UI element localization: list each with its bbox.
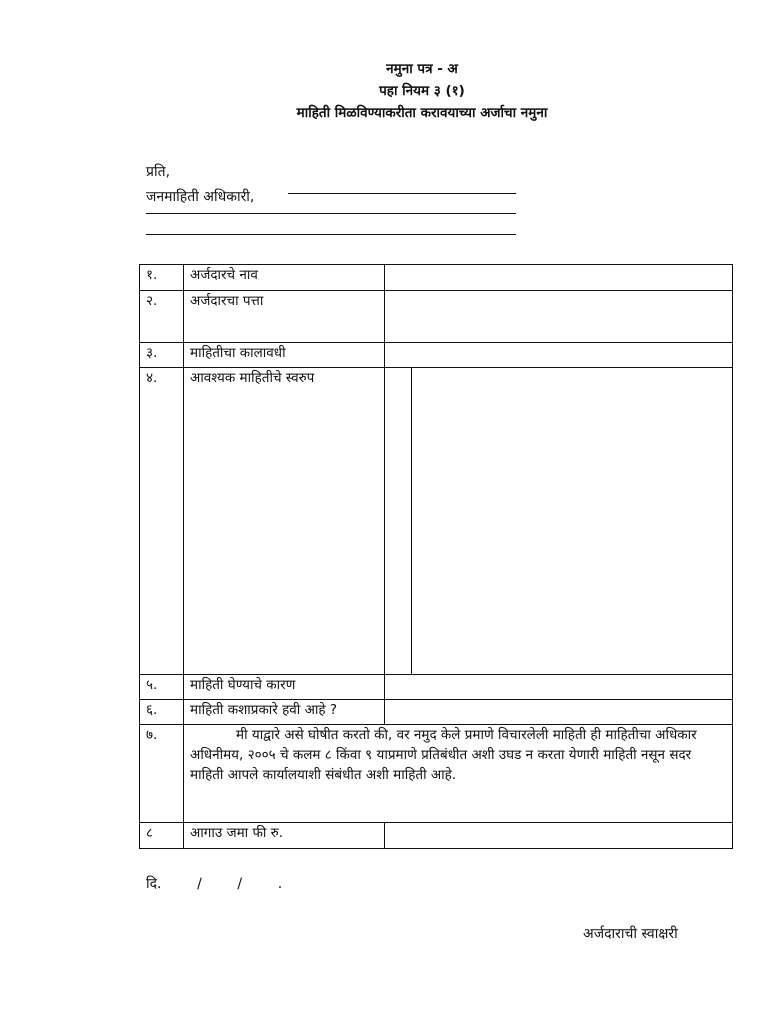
table-row — [140, 675, 733, 700]
form-title: माहिती मिळविण्याकरीता करावयाच्या अर्जाचा नमुना — [296, 105, 548, 121]
application-form-table — [139, 264, 733, 849]
row-number: ५. — [140, 675, 184, 700]
addressee-to: प्रति, — [146, 164, 171, 180]
table-row — [140, 291, 733, 343]
row-label: आगाउ जमा फी रु. — [184, 823, 385, 849]
row-label: अर्जदारचा पत्ता — [184, 291, 385, 343]
row-label: माहिती कशाप्रकारे हवी आहे ? — [184, 700, 385, 725]
applicant-address-field[interactable] — [385, 291, 733, 343]
row-label: आवश्यक माहितीचे स्वरुप — [184, 368, 385, 675]
row-number: ४. — [140, 368, 184, 675]
table-row — [140, 725, 733, 823]
row-number: ८ — [140, 823, 184, 849]
form-name: नमुना पत्र - अ — [386, 61, 458, 77]
officer-name-line — [288, 193, 516, 194]
table-row — [140, 265, 733, 291]
addressee-officer: जनमाहिती अधिकारी, — [146, 189, 255, 205]
row-label: अर्जदारचे नाव — [184, 265, 385, 291]
applicant-name-field[interactable] — [385, 265, 733, 291]
split-cell — [385, 368, 732, 674]
narrow-subcolumn — [385, 368, 412, 674]
delivery-mode-field[interactable] — [385, 700, 733, 725]
table-row — [140, 368, 733, 675]
row-number: ६. — [140, 700, 184, 725]
information-period-field[interactable] — [385, 343, 733, 368]
officer-address-line-2 — [146, 234, 516, 235]
reason-field[interactable] — [385, 675, 733, 700]
officer-address-line-1 — [146, 213, 516, 214]
row-number: ३. — [140, 343, 184, 368]
wide-subcolumn — [412, 368, 732, 674]
row-number: १. — [140, 265, 184, 291]
row-label: माहितीचा कालावधी — [184, 343, 385, 368]
declaration-text: मी याद्वारे असे घोषीत करतो की, वर नमुद केले प्रमाणे विचारलेली माहिती ही माहितीचा अधिकार अधिनीमय, २००५ चे कलम ८ किंवा ९ याप्रमाणे प्रतिबंधीत अशी उघड न करता येणारी माहिती नसून सदर माहिती आपले कार्यालयाशी संबंधीत अशी माहिती आहे. — [184, 725, 733, 823]
table-row — [140, 823, 733, 849]
date-line: दि. / / . — [146, 876, 283, 892]
table-row — [140, 700, 733, 725]
applicant-signature-label: अर्जदाराची स्वाक्षरी — [583, 926, 678, 942]
form-header — [0, 58, 768, 124]
advance-fee-field[interactable] — [385, 823, 733, 849]
table-row — [140, 343, 733, 368]
row-label: माहिती घेण्याचे कारण — [184, 675, 385, 700]
rule-reference: पहा नियम ३ (१) — [379, 83, 465, 99]
information-nature-field[interactable] — [385, 368, 733, 675]
row-number: २. — [140, 291, 184, 343]
row-number: ७. — [140, 725, 184, 823]
